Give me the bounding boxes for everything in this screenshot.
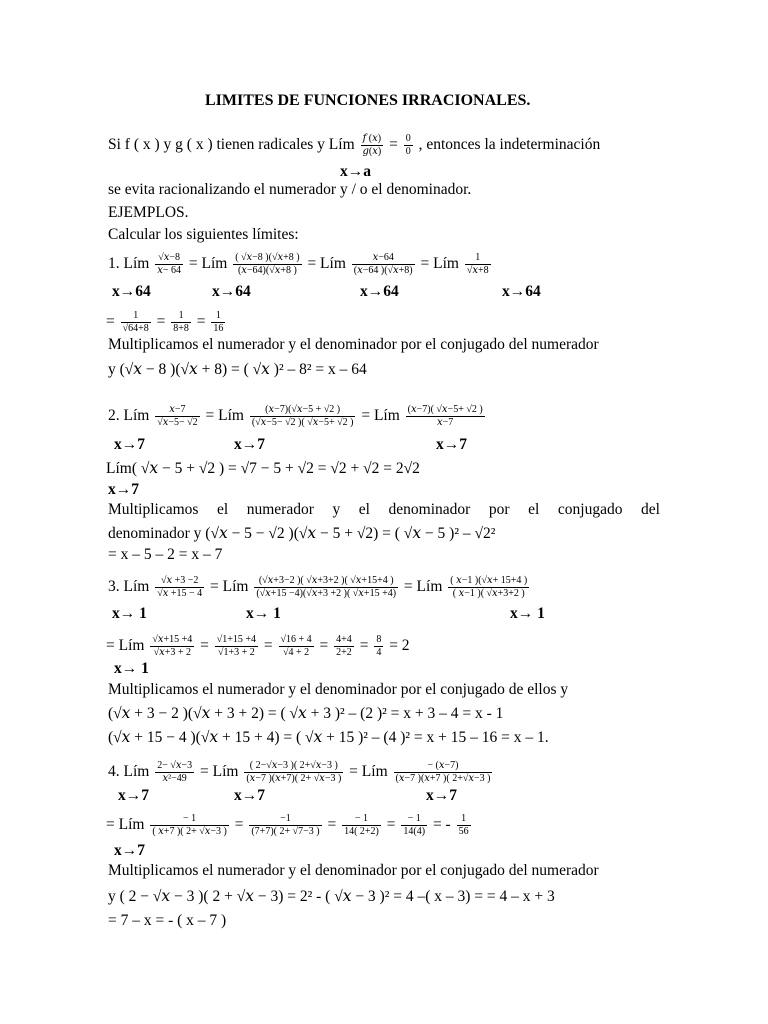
ex4-r-sub: x→7: [114, 842, 145, 859]
ex1-f1n: √𝑥−8: [155, 252, 183, 265]
ex3-frac-2: [254, 575, 398, 600]
ex1-sub-2: x→64: [212, 283, 251, 300]
ex4-frac-2: [244, 760, 343, 785]
ex1-f1d: 𝑥− 64: [157, 265, 181, 276]
ex4-f1d: 𝑥²−49: [162, 773, 187, 784]
ex4-r3d: 14( 2+2): [344, 826, 379, 837]
ex4-r5n: 1: [457, 813, 471, 826]
ex3-r-eq3: =: [319, 637, 329, 655]
ex4-r-frac-1: [150, 813, 229, 838]
ex3-r-end: = 2: [389, 637, 410, 655]
ex1-sub-1: x→64: [112, 283, 151, 300]
ex4-r3n: − 1: [342, 813, 381, 826]
ex1-sub-3: x→64: [360, 283, 399, 300]
ex3-f3d: ( 𝑥−1 )( √𝑥+3+2 ): [452, 588, 525, 599]
ex3-f1n: √𝑥 +3 −2: [155, 575, 204, 588]
ex3-r-eq4: =: [359, 637, 369, 655]
ex4-f2n: ( 2−√𝑥−3 )( 2+√𝑥−3 ): [244, 760, 343, 773]
ex4-r1n: − 1: [150, 813, 229, 826]
ex3-eq1: = Lím: [210, 578, 249, 596]
intro-frac-num: 𝑓 (𝑥): [361, 133, 384, 146]
ex2-f1d: √𝑥−5− √2: [157, 417, 198, 428]
ex1-mult: Multiplicamos el numerador y el denominador por el conjugado del numerador: [108, 336, 599, 353]
ex3-conj-1: (√𝑥 + 3 − 2 )(√𝑥 + 3 + 2) = ( √𝑥 + 3 )² – (2 )² = x + 3 – 4 = x - 1: [108, 705, 504, 722]
ex3-r4n: 4+4: [336, 634, 352, 645]
ex4-r1d: ( 𝑥+7 )( 2+ √𝑥−3 ): [152, 826, 227, 837]
ex2-result: = x – 5 – 2 = x – 7: [108, 546, 223, 563]
ex2-f2n: (𝑥−7)(√𝑥−5 + √2 ): [250, 404, 356, 417]
ex3-r-eq2: =: [263, 637, 273, 655]
ex3-eq2: = Lím: [403, 578, 443, 596]
ex1-eq3: = Lím: [420, 255, 459, 273]
ex4-sub-1: x→7: [118, 787, 149, 804]
ex4-eq1: = Lím: [200, 763, 239, 781]
ex3-sub-1: x→ 1: [112, 605, 147, 622]
ex2-eval: Lím( √𝑥 − 5 + √2 ) = √7 − 5 + √2 = √2 + √2 = 2√2: [106, 460, 420, 477]
ex2-eval-sub: x→7: [108, 481, 139, 498]
ex2-sub-1: x→7: [114, 436, 145, 453]
ex1-frac-2: [233, 252, 301, 277]
ex3-r3n: √16 + 4: [280, 634, 312, 645]
ex4-conj-1: y ( 2 − √𝑥 − 3 )( 2 + √𝑥 − 3) = 2² - ( √𝑥 − 3 )² = 4 –( x – 3) = = 4 – x + 3: [108, 888, 555, 905]
ex2-lead: 2. Lím: [108, 407, 150, 425]
ex3-sub-2: x→ 1: [246, 605, 281, 622]
ex4-frac-3: [394, 760, 493, 785]
ex4-line: [108, 760, 494, 785]
ex3-r2d: √1+3 + 2: [218, 647, 255, 658]
ex4-r-frac-5: [457, 813, 471, 838]
intro-text-b: , entonces la indeterminación: [418, 136, 601, 154]
ex2-f1n: 𝑥−7: [155, 404, 199, 417]
ex3-r-frac-2: [215, 634, 258, 659]
intro-fraction: [361, 133, 384, 158]
intro-frac-den: 𝑔(𝑥): [362, 146, 382, 157]
ex3-r-lead: = Lím: [106, 637, 145, 655]
ex3-line: [108, 575, 531, 600]
ex1-r1d: √64+8: [122, 323, 149, 334]
page-title: LIMITES DE FUNCIONES IRRACIONALES.: [205, 92, 531, 109]
ex3-r4d: 2+2: [336, 647, 352, 658]
ex3-r5d: 4: [376, 647, 382, 658]
ex3-r1n: √𝑥+15 +4: [152, 634, 193, 645]
ex1-r2d: 8+8: [173, 323, 189, 334]
ex2-line: [108, 404, 487, 429]
ex1-f3d: (𝑥−64 )(√𝑥+8): [353, 265, 413, 276]
ex4-r-frac-3: [342, 813, 381, 838]
ex1-frac-3: [352, 252, 415, 277]
ex4-lead: 4. Lím: [108, 763, 150, 781]
ex2-mult-1: Multiplicamos el numerador y el denominador por el conjugado del: [108, 501, 660, 518]
ex2-f3n: (𝑥−7)( √𝑥−5+ √2 ): [407, 404, 483, 415]
ex1-r-eq2: =: [196, 313, 206, 331]
ex3-r3d: √4 + 2: [283, 647, 310, 658]
ex1-lead: 1. Lím: [108, 255, 150, 273]
ex2-mult-2: denominador y (√𝑥 − 5 − √2 )(√𝑥 − 5 + √2) = ( √𝑥 − 5 )² – √2²: [108, 525, 496, 542]
ex4-f1n: 2− √𝑥−3: [157, 760, 193, 771]
ex2-eq1: = Lím: [205, 407, 244, 425]
ex1-r3d: 16: [213, 323, 224, 334]
ex4-r-end-pre: = -: [432, 816, 451, 834]
ex3-r-eq1: =: [200, 637, 209, 655]
ex1-r-frac-2: [171, 310, 191, 335]
ex2-sub-2: x→7: [234, 436, 265, 453]
ex3-frac-3: [448, 575, 529, 600]
ex1-r3n: 1: [211, 310, 225, 323]
ex4-eq2: = Lím: [349, 763, 388, 781]
ex3-f2d: (√𝑥+15 −4)(√𝑥+3 +2 )( √𝑥+15 +4): [256, 588, 397, 599]
ex4-r4d: 14(4): [403, 826, 426, 837]
ex3-f1d: √𝑥 +15 − 4: [157, 588, 203, 599]
ex1-sub-4: x→64: [502, 283, 541, 300]
ex1-r-eq1: =: [156, 313, 166, 331]
ex1-f4d: √𝑥+8: [466, 265, 489, 276]
ex4-r2d: (7+7)( 2+ √7−3 ): [251, 826, 320, 837]
ex4-r-lead: = Lím: [106, 816, 145, 834]
ex1-conjugate: y (√𝑥 − 8 )(√𝑥 + 8) = ( √𝑥 )² – 8² = x – 64: [108, 361, 367, 378]
ex3-r5n: 8: [376, 634, 382, 645]
ex3-frac-1: [155, 575, 204, 600]
ex3-r-sub: x→ 1: [114, 660, 149, 677]
ex1-r-frac-3: [211, 310, 225, 335]
intro-zero-fraction: [404, 133, 413, 158]
ex3-lead: 3. Lím: [108, 578, 150, 596]
ex4-r-eq1: =: [234, 816, 244, 834]
ex1-frac-1: [155, 252, 183, 277]
ex2-f2d: (√𝑥−5− √2 )( √𝑥−5+ √2 ): [251, 417, 354, 428]
ex2-frac-2: [250, 404, 356, 429]
ex4-r-eq2: =: [327, 816, 337, 834]
ex3-r-frac-3: [279, 634, 314, 659]
ex1-eq1: = Lím: [188, 255, 228, 273]
ex4-r4n: − 1: [401, 813, 427, 826]
ex3-mult: Multiplicamos el numerador y el denominador por el conjugado de ellos y: [108, 681, 569, 698]
ex2-eq2: = Lím: [361, 407, 400, 425]
ex1-r-eq0: =: [106, 313, 115, 331]
ex4-mult: Multiplicamos el numerador y el denominador por el conjugado del numerador: [108, 862, 599, 879]
ex4-f2d: (𝑥−7 )(𝑥+7)( 2+ √𝑥−3 ): [246, 773, 342, 784]
ex4-f3d: (𝑥−7 )(𝑥+7 )( 2+√𝑥−3 ): [395, 773, 491, 784]
ex2-f3d: 𝑥−7: [437, 417, 454, 428]
ex2-sub-3: x→7: [436, 436, 467, 453]
ex4-sub-2: x→7: [234, 787, 265, 804]
ex1-f3n: 𝑥−64: [352, 252, 415, 265]
ex1-r1n: 1: [121, 310, 151, 323]
ex4-r5d: 56: [458, 826, 469, 837]
ex3-conj-2: (√𝑥 + 15 − 4 )(√𝑥 + 15 + 4) = ( √𝑥 + 15 )² – (4 )² = x + 15 – 16 = x – 1.: [108, 729, 549, 746]
intro-zero-den: 0: [405, 146, 411, 157]
ex3-result: [106, 634, 410, 659]
ex3-sub-3: x→ 1: [510, 605, 545, 622]
ex2-frac-1: [155, 404, 199, 429]
ex4-sub-3: x→7: [426, 787, 457, 804]
ex3-r-frac-5: [374, 634, 383, 659]
calc-heading: Calcular los siguientes límites:: [108, 226, 299, 243]
ex4-result: [106, 813, 473, 838]
ex3-r2n: √1+15 +4: [216, 634, 257, 645]
ex1-result: [106, 310, 227, 335]
intro-text-a: Si f ( x ) y g ( x ) tienen radicales y Lím: [108, 136, 355, 154]
ex1-r-frac-1: [121, 310, 151, 335]
intro-limit-sub: x→a: [340, 163, 371, 180]
intro-line-2: se evita racionalizando el numerador y / o el denominador.: [108, 181, 472, 198]
intro-zero-num: 0: [405, 133, 411, 144]
ex4-f3n: − (𝑥−7): [394, 760, 493, 773]
ex1-f2n: ( √𝑥−8 )(√𝑥+8 ): [235, 252, 300, 263]
ex4-conj-2: = 7 – x = - ( x – 7 ): [108, 912, 227, 929]
ex1-f4n: 1: [465, 252, 491, 265]
ex4-r2n: −1: [249, 813, 321, 826]
ex3-f3n: ( 𝑥−1 )(√𝑥+ 15+4 ): [450, 575, 528, 586]
ex3-f2n: (√𝑥+3−2 )( √𝑥+3+2 )( √𝑥+15+4 ): [254, 575, 398, 588]
ex4-r-frac-2: [249, 813, 321, 838]
ex2-frac-3: [406, 404, 485, 429]
ex1-line: [108, 252, 493, 277]
intro-line-1: [108, 133, 600, 158]
ex3-r1d: √𝑥+3 + 2: [153, 647, 191, 658]
ex4-frac-1: [155, 760, 194, 785]
intro-eq: =: [389, 136, 398, 154]
ex4-r-frac-4: [401, 813, 427, 838]
ex1-eq2: = Lím: [307, 255, 346, 273]
ejemplos-heading: EJEMPLOS.: [108, 204, 189, 221]
ex1-frac-4: [465, 252, 491, 277]
ex3-r-frac-1: [150, 634, 194, 659]
ex4-r-eq3: =: [386, 816, 396, 834]
ex3-r-frac-4: [334, 634, 354, 659]
ex1-f2d: (𝑥−64)(√𝑥+8 ): [237, 265, 297, 276]
ex1-r2n: 1: [171, 310, 191, 323]
